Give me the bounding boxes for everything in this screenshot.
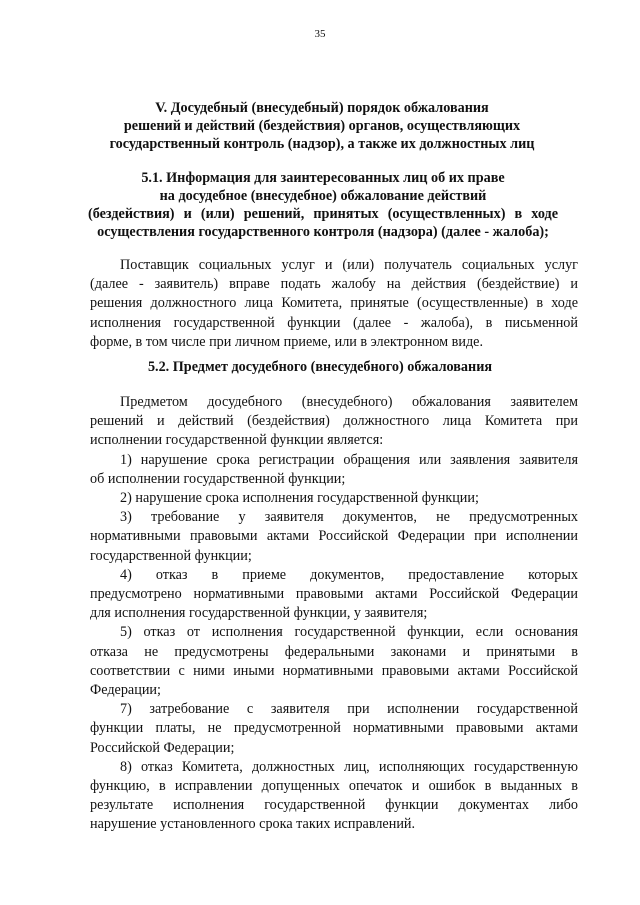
paragraph-line: исполнения государственной функции (далее - жалоба), в письменной bbox=[90, 314, 578, 331]
section-title-line: V. Досудебный (внесудебный) порядок обжалования bbox=[155, 100, 489, 116]
paragraph-5-2 bbox=[90, 393, 578, 835]
paragraph-line: Предметом досудебного (внесудебного) обжалования заявителем bbox=[120, 394, 578, 410]
paragraph-line: исполнении государственной функции является: bbox=[90, 432, 384, 449]
section-title bbox=[92, 99, 552, 153]
list-item-line: нарушение установленного срока таких исправлений. bbox=[90, 816, 416, 833]
paragraph-5-1 bbox=[90, 256, 578, 352]
list-item-line: Российской Федерации; bbox=[90, 739, 235, 756]
page-number: 35 bbox=[314, 28, 326, 40]
list-item-line: Федерации; bbox=[90, 682, 161, 699]
subsection-5-2-title: 5.2. Предмет досудебного (внесудебного) обжалования bbox=[147, 359, 493, 375]
list-item-line: нормативными правовыми актами Российской Федерации при исполнении bbox=[90, 528, 578, 545]
list-item-line: предусмотрено нормативными правовыми актами Российской Федерации bbox=[90, 586, 578, 603]
list-item-line: функцию, в исправлении допущенных опечаток и ошибок в выданных в bbox=[90, 778, 578, 795]
paragraph-line: Поставщик социальных услуг и (или) получатель социальных услуг bbox=[120, 257, 578, 273]
list-item-line: государственной функции; bbox=[90, 547, 252, 564]
paragraph-line: решения должностного лица Комитета, принятые (осуществленные) в ходе bbox=[90, 295, 578, 312]
list-item-line: результате исполнения государственной функции документах либо bbox=[90, 797, 578, 814]
subsection-title-line: 5.1. Информация для заинтересованных лиц об их праве bbox=[141, 170, 505, 186]
list-item-line: 7) затребование с заявителя при исполнении государственной bbox=[120, 701, 578, 718]
subsection-title-line: (бездействия) и (или) решений, принятых (осуществленных) в ходе bbox=[88, 206, 558, 222]
section-title-line: государственный контроль (надзор), а также их должностных лиц bbox=[109, 136, 535, 152]
list-item-line: отказа не предусмотрены федеральными законами и принятыми в bbox=[90, 643, 578, 660]
list-item-line: 4) отказ в приеме документов, предоставление которых bbox=[120, 566, 578, 583]
list-item-line: об исполнении государственной функции; bbox=[90, 470, 346, 487]
list-item-line: функции платы, не предусмотренной нормативными правовыми актами bbox=[90, 720, 578, 737]
paragraph-line: решений и действий (бездействия) должностного лица Комитета при bbox=[90, 413, 578, 430]
subsection-title-line: осуществления государственного контроля (надзора) (далее - жалоба); bbox=[97, 224, 549, 240]
list-item-line: соответствии с ними иными нормативными правовыми актами Российской bbox=[90, 662, 578, 679]
list-item-line: 2) нарушение срока исполнения государственной функции; bbox=[120, 490, 479, 507]
subsection-title-line: на досудебное (внесудебное) обжалование действий bbox=[159, 188, 487, 204]
list-item-line: для исполнения государственной функции, у заявителя; bbox=[90, 605, 428, 622]
paragraph-line: (далее - заявитель) вправе подать жалобу на действия (бездействие) и bbox=[90, 276, 578, 293]
list-item-line: 1) нарушение срока регистрации обращения или заявления заявителя bbox=[120, 451, 578, 468]
list-item-line: 8) отказ Комитета, должностных лиц, исполняющих государственную bbox=[120, 758, 578, 775]
list-item-line: 5) отказ от исполнения государственной функции, если основания bbox=[120, 624, 578, 641]
paragraph-line: форме, в том числе при личном приеме, или в электронном виде. bbox=[90, 333, 484, 350]
subsection-5-1-title bbox=[88, 169, 558, 241]
section-title-line: решений и действий (бездействия) органов, осуществляющих bbox=[123, 118, 521, 134]
list-item-line: 3) требование у заявителя документов, не предусмотренных bbox=[120, 509, 578, 526]
